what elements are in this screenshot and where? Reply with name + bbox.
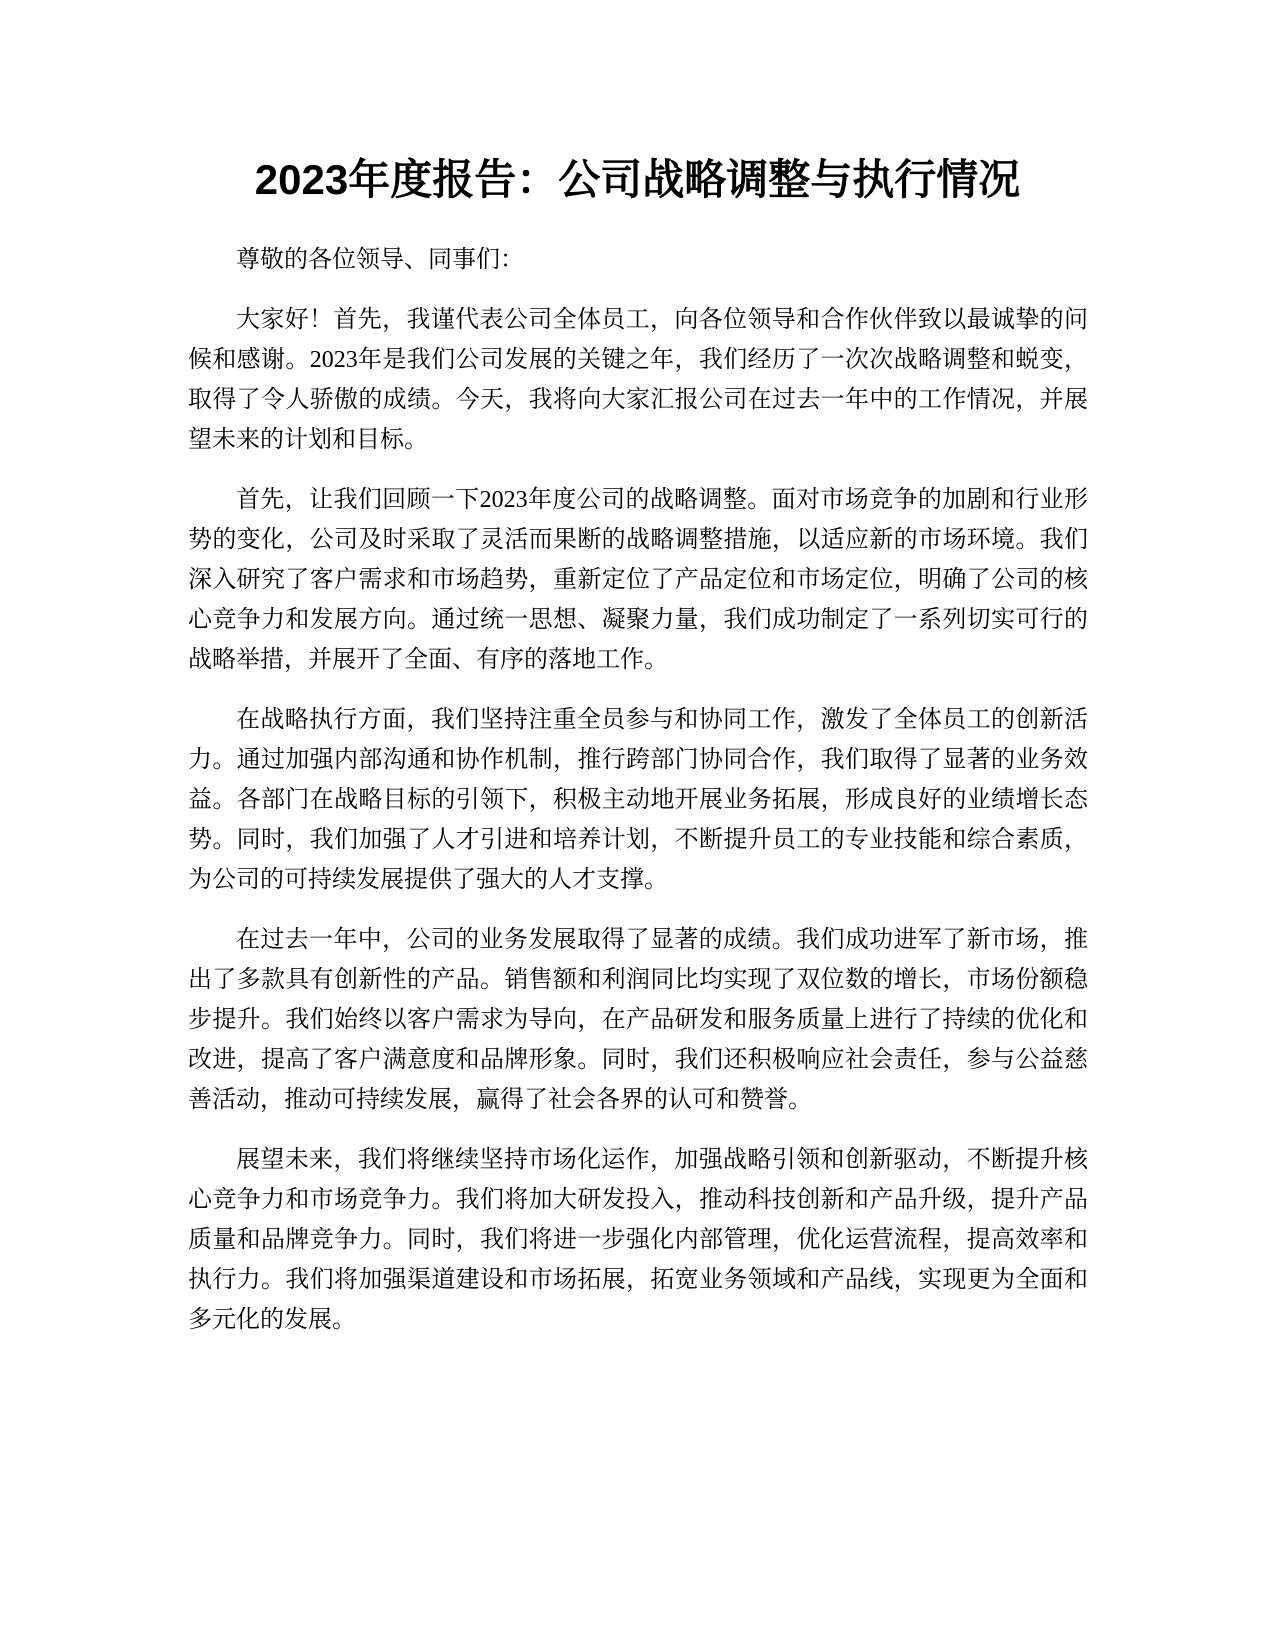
paragraph-business-results: 在过去一年中，公司的业务发展取得了显著的成绩。我们成功进军了新市场，推出了多款具有创新性的产品。销售额和利润同比均实现了双位数的增长，市场份额稳步提升。我们始终以客户需求为导向，在产品研发和服务质量上进行了持续的优化和改进，提高了客户满意度和品牌形象。同时，我们还积极响应社会责任，参与公益慈善活动，推动可持续发展，赢得了社会各界的认可和赞誉。 (188, 927, 1088, 1113)
paragraph-outlook: 展望未来，我们将继续坚持市场化运作，加强战略引领和创新驱动，不断提升核心竞争力和市场竞争力。我们将加大研发投入，推动科技创新和产品升级，提升产品质量和品牌竞争力。同时，我们将进一步强化内部管理，优化运营流程，提高效率和执行力。我们将加强渠道建设和市场拓展，拓宽业务领域和产品线，实现更为全面和多元化的发展。 (188, 1147, 1088, 1333)
salutation: 尊敬的各位领导、同事们： (236, 247, 524, 273)
paragraph-greeting: 大家好！首先，我谨代表公司全体员工，向各位领导和合作伙伴致以最诚挚的问候和感谢。2023年是我们公司发展的关键之年，我们经历了一次次战略调整和蜕变，取得了令人骄傲的成绩。今天，我将向大家汇报公司在过去一年中的工作情况，并展望未来的计划和目标。 (188, 307, 1088, 453)
paragraph-strategy-execution: 在战略执行方面，我们坚持注重全员参与和协同工作，激发了全体员工的创新活力。通过加强内部沟通和协作机制，推行跨部门协同合作，我们取得了显著的业务效益。各部门在战略目标的引领下，积极主动地开展业务拓展，形成良好的业绩增长态势。同时，我们加强了人才引进和培养计划，不断提升员工的专业技能和综合素质，为公司的可持续发展提供了强大的人才支撑。 (188, 707, 1088, 893)
document-body (188, 240, 1088, 1360)
paragraph-strategy-adjustment: 首先，让我们回顾一下2023年度公司的战略调整。面对市场竞争的加剧和行业形势的变化，公司及时采取了灵活而果断的战略调整措施，以适应新的市场环境。我们深入研究了客户需求和市场趋势，重新定位了产品定位和市场定位，明确了公司的核心竞争力和发展方向。通过统一思想、凝聚力量，我们成功制定了一系列切实可行的战略举措，并展开了全面、有序的落地工作。 (188, 487, 1088, 673)
document-title: 2023年度报告：公司战略调整与执行情况 (254, 156, 1021, 203)
